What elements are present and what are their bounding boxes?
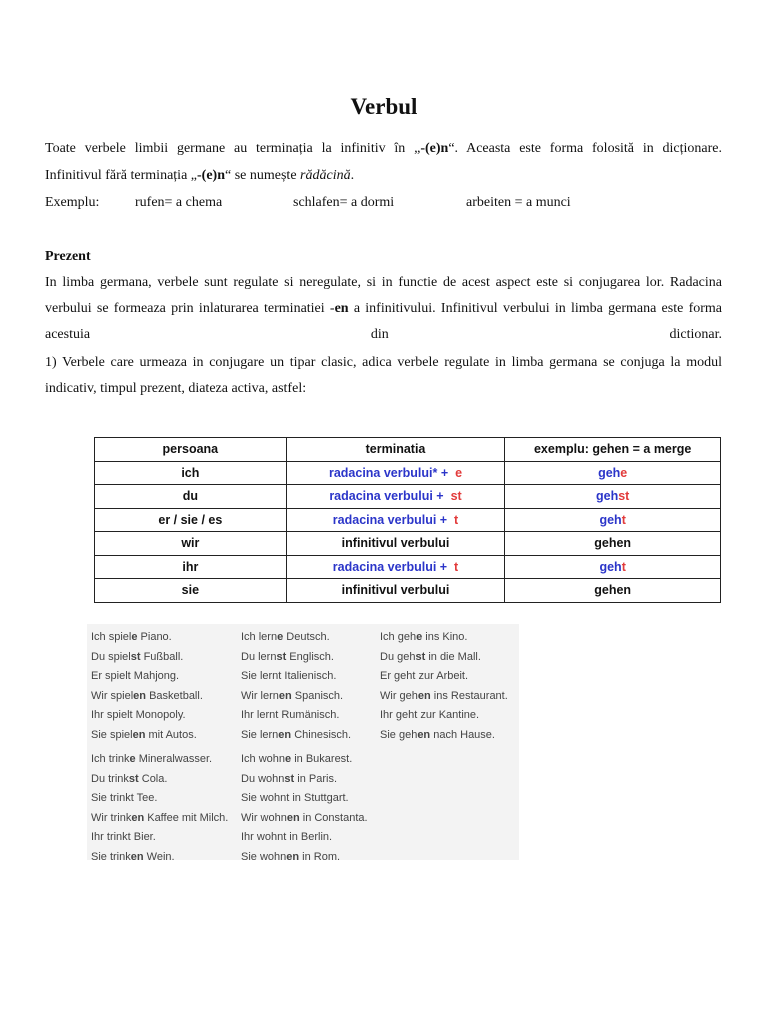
example-sentence bbox=[91, 848, 228, 868]
sentence-rest: nach Hause. bbox=[430, 728, 495, 741]
paragraph-2: 1) Verbele care urmeaza in conjugare un tipar clasic, adica verbele regulate in limba germana se conjuga la modul indicativ, timpul prezent, diateza activa, astfel: bbox=[45, 355, 722, 396]
sentence-ending-bold: en bbox=[130, 850, 144, 863]
sentence-ending-bold: st bbox=[284, 772, 295, 785]
example-sentence bbox=[241, 706, 368, 726]
rule-ending: t bbox=[454, 512, 459, 527]
example-sentence bbox=[241, 848, 368, 868]
example-sentence bbox=[91, 667, 228, 687]
sentence-rest: Wein. bbox=[143, 850, 175, 863]
sentence-start: Sie wohnt in Stuttgart. bbox=[241, 792, 349, 804]
sentence-rest: ins Restaurant. bbox=[430, 689, 508, 702]
sentence-ending-bold: e bbox=[129, 753, 136, 765]
example-schlafen: schlafen= a dormi bbox=[293, 195, 395, 210]
sentence-rest: Spanisch. bbox=[291, 689, 344, 702]
cell-ending-rule bbox=[286, 485, 505, 509]
sentence-start: Ich geh bbox=[380, 631, 417, 643]
table-row bbox=[95, 485, 721, 509]
cell-ending-rule bbox=[286, 532, 505, 556]
sentence-start: Wir geh bbox=[380, 689, 418, 702]
ending-bold: -(e)n bbox=[197, 168, 225, 183]
sentence-rest: Piano. bbox=[137, 631, 172, 643]
example-sentence bbox=[241, 770, 368, 790]
cell-example bbox=[505, 579, 721, 603]
sentence-start: Wir wohn bbox=[241, 811, 287, 824]
rule-stem: radacina verbului + bbox=[329, 489, 444, 504]
examples-label: Exemplu: bbox=[45, 195, 100, 210]
cell-person: er / sie / es bbox=[95, 508, 287, 532]
cell-example bbox=[505, 555, 721, 579]
sentence-start: Du wohn bbox=[241, 772, 285, 785]
table-row bbox=[95, 555, 721, 579]
paragraph-text: In limba germana, verbele sunt regulate si neregulate, si in functie de acest aspect este si conjugarea lor. Radacina verbului se formeaza prin inlaturarea terminatiei - bbox=[45, 275, 722, 316]
section-heading: Prezent bbox=[45, 249, 91, 264]
sentence-ending-bold: en bbox=[286, 811, 300, 824]
example-suffix: t bbox=[621, 512, 626, 527]
example-root: geh bbox=[599, 512, 622, 527]
table-row bbox=[95, 579, 721, 603]
sentence-start: Wir trink bbox=[91, 811, 132, 824]
sentence-start: Sie lernt Italienisch. bbox=[241, 670, 337, 682]
sentence-start: Du trink bbox=[91, 772, 129, 785]
sentence-ending-bold: en bbox=[417, 689, 431, 702]
example-sentence bbox=[91, 809, 228, 829]
example-sentence bbox=[380, 726, 508, 746]
sentence-start: Sie trink bbox=[91, 850, 131, 863]
example-sentence bbox=[380, 687, 508, 707]
sentence-start: Ich spiel bbox=[91, 631, 132, 643]
conjugation-table bbox=[94, 437, 721, 606]
intro-text: Toate verbele limbii germane au terminația la infinitiv în „ bbox=[45, 141, 421, 156]
sentence-start: Ich trink bbox=[91, 753, 130, 765]
rule-stem: radacina verbului + bbox=[332, 512, 448, 527]
sentence-ending-bold: en bbox=[133, 689, 147, 702]
term-italic: rădăcină bbox=[300, 168, 351, 183]
sentence-start: Ihr wohnt in Berlin. bbox=[241, 831, 333, 843]
example-root: geh bbox=[595, 489, 619, 504]
sentence-ending-bold: st bbox=[128, 772, 139, 785]
rule-plain: infinitivul verbului bbox=[341, 583, 450, 598]
sentence-start: Sie wohn bbox=[241, 850, 287, 863]
example-suffix: st bbox=[618, 489, 630, 504]
example-sentence bbox=[380, 648, 508, 668]
ending-bold: -(e)n bbox=[420, 141, 449, 156]
cell-example bbox=[505, 508, 721, 532]
rule-plain: infinitivul verbului bbox=[341, 536, 450, 551]
rule-stem: radacina verbului* + bbox=[328, 465, 449, 480]
intro-line-1 bbox=[45, 136, 722, 162]
sentence-ending-bold: st bbox=[130, 650, 141, 663]
cell-example bbox=[505, 461, 721, 485]
example-sentence bbox=[241, 809, 368, 829]
examples-box bbox=[87, 624, 519, 863]
example-sentence bbox=[241, 726, 368, 746]
table-header-row bbox=[95, 438, 721, 462]
cell-person: du bbox=[95, 485, 287, 509]
example-rufen: rufen= a chema bbox=[135, 195, 223, 210]
examples-line bbox=[45, 190, 722, 216]
sentence-rest: Cola. bbox=[138, 772, 168, 785]
example-sentence bbox=[241, 750, 368, 770]
intro-text: Infinitivul fără terminația „ bbox=[45, 168, 197, 183]
example-sentence bbox=[380, 706, 508, 726]
example-sentence bbox=[91, 789, 228, 809]
sentence-ending-bold: e bbox=[277, 631, 284, 643]
examples-column-3 bbox=[380, 628, 508, 745]
sentence-ending-bold: e bbox=[131, 631, 138, 643]
sentence-rest: Kaffee mit Milch. bbox=[144, 811, 229, 824]
sentence-start: Er spielt Mahjong. bbox=[91, 670, 180, 682]
sentence-start: Er geht zur Arbeit. bbox=[380, 670, 469, 682]
example-suffix: e bbox=[620, 465, 628, 480]
example-suffix: t bbox=[621, 559, 626, 574]
sentence-rest: in Rom. bbox=[299, 850, 341, 863]
cell-ending-rule bbox=[286, 555, 505, 579]
sentence-start: Ihr lernt Rumänisch. bbox=[241, 709, 340, 721]
sentence-rest: in Paris. bbox=[294, 772, 337, 785]
sentence-start: Sie lern bbox=[241, 728, 279, 741]
sentence-ending-bold: en bbox=[417, 728, 431, 741]
sentence-rest: ins Kino. bbox=[422, 631, 468, 643]
table-row bbox=[95, 532, 721, 556]
sentence-ending-bold: en bbox=[286, 850, 300, 863]
sentence-ending-bold: en bbox=[278, 689, 292, 702]
example-arbeiten: arbeiten = a munci bbox=[466, 195, 571, 210]
sentence-start: Du spiel bbox=[91, 650, 131, 663]
example-sentence bbox=[91, 628, 228, 648]
sentence-ending-bold: en bbox=[131, 811, 145, 824]
example-sentence bbox=[91, 648, 228, 668]
sentence-start: Ihr spielt Monopoly. bbox=[91, 709, 186, 721]
header-exemplu: exemplu: gehen = a merge bbox=[505, 438, 721, 462]
page-title: Verbul bbox=[350, 94, 418, 119]
example-sentence bbox=[91, 770, 228, 790]
sentence-rest: in Bukarest. bbox=[291, 753, 353, 765]
table-row bbox=[95, 508, 721, 532]
sentence-ending-bold: e bbox=[416, 631, 423, 643]
rule-ending: t bbox=[454, 559, 459, 574]
example-sentence bbox=[241, 789, 368, 809]
examples-column-2 bbox=[241, 628, 368, 867]
sentence-ending-bold: e bbox=[285, 753, 292, 765]
intro-text: . bbox=[350, 168, 355, 183]
sentence-rest: Chinesisch. bbox=[291, 728, 352, 741]
sentence-rest: Mineralwasser. bbox=[135, 753, 213, 765]
cell-example bbox=[505, 532, 721, 556]
cell-person: sie bbox=[95, 579, 287, 603]
example-plain: gehen bbox=[594, 583, 632, 598]
sentence-start: Ich wohn bbox=[241, 753, 286, 765]
example-root: geh bbox=[598, 465, 621, 480]
example-sentence bbox=[91, 706, 228, 726]
paragraph-1 bbox=[45, 270, 722, 348]
cell-person: ihr bbox=[95, 555, 287, 579]
sentence-start: Ihr trinkt Bier. bbox=[91, 831, 156, 843]
example-sentence bbox=[380, 628, 508, 648]
example-sentence bbox=[241, 667, 368, 687]
sentence-rest: Englisch. bbox=[286, 650, 334, 663]
sentence-start: Du geh bbox=[380, 650, 416, 663]
sentence-start: Du lern bbox=[241, 650, 277, 663]
sentence-start: Wir spiel bbox=[91, 689, 134, 702]
cell-ending-rule bbox=[286, 508, 505, 532]
example-sentence bbox=[91, 750, 228, 770]
example-sentence bbox=[241, 628, 368, 648]
cell-ending-rule bbox=[286, 579, 505, 603]
sentence-rest: mit Autos. bbox=[145, 728, 197, 741]
sentence-start: Sie spiel bbox=[91, 728, 133, 741]
sentence-ending-bold: en bbox=[278, 728, 292, 741]
rule-ending: e bbox=[455, 465, 463, 480]
sentence-rest: Deutsch. bbox=[283, 631, 330, 643]
ending-bold: en bbox=[334, 301, 349, 316]
intro-text: “ se numește bbox=[225, 168, 301, 183]
sentence-rest: Fußball. bbox=[140, 650, 184, 663]
example-sentence bbox=[380, 667, 508, 687]
sentence-start: Wir lern bbox=[241, 689, 279, 702]
cell-example bbox=[505, 485, 721, 509]
sentence-rest: in Constanta. bbox=[299, 811, 368, 824]
rule-ending: st bbox=[450, 489, 462, 504]
example-sentence bbox=[91, 828, 228, 848]
sentence-start: Ich lern bbox=[241, 631, 278, 643]
intro-text: “. Aceasta este forma folosită in dicționare. bbox=[448, 141, 722, 156]
paragraph-text: a infinitivului. Infinitivul verbului in limba germana este forma acestuia din dictionar. bbox=[45, 301, 722, 342]
intro-line-2 bbox=[45, 163, 722, 189]
example-sentence bbox=[91, 726, 228, 746]
example-sentence bbox=[241, 828, 368, 848]
examples-column-1 bbox=[91, 628, 228, 867]
sentence-rest: in die Mall. bbox=[425, 650, 481, 663]
table-row bbox=[95, 461, 721, 485]
example-plain: gehen bbox=[594, 536, 632, 551]
cell-ending-rule bbox=[286, 461, 505, 485]
sentence-rest: Basketball. bbox=[146, 689, 203, 702]
sentence-ending-bold: st bbox=[415, 650, 426, 663]
sentence-ending-bold: en bbox=[132, 728, 146, 741]
sentence-ending-bold: st bbox=[276, 650, 287, 663]
example-sentence bbox=[241, 648, 368, 668]
cell-person: ich bbox=[95, 461, 287, 485]
sentence-start: Sie geh bbox=[380, 728, 418, 741]
header-persoana: persoana bbox=[95, 438, 287, 462]
example-sentence bbox=[91, 687, 228, 707]
sentence-start: Sie trinkt Tee. bbox=[91, 792, 158, 804]
cell-person: wir bbox=[95, 532, 287, 556]
header-terminatia: terminatia bbox=[286, 438, 505, 462]
sentence-start: Ihr geht zur Kantine. bbox=[380, 709, 480, 721]
example-sentence bbox=[241, 687, 368, 707]
rule-stem: radacina verbului + bbox=[332, 559, 448, 574]
example-root: geh bbox=[599, 559, 622, 574]
